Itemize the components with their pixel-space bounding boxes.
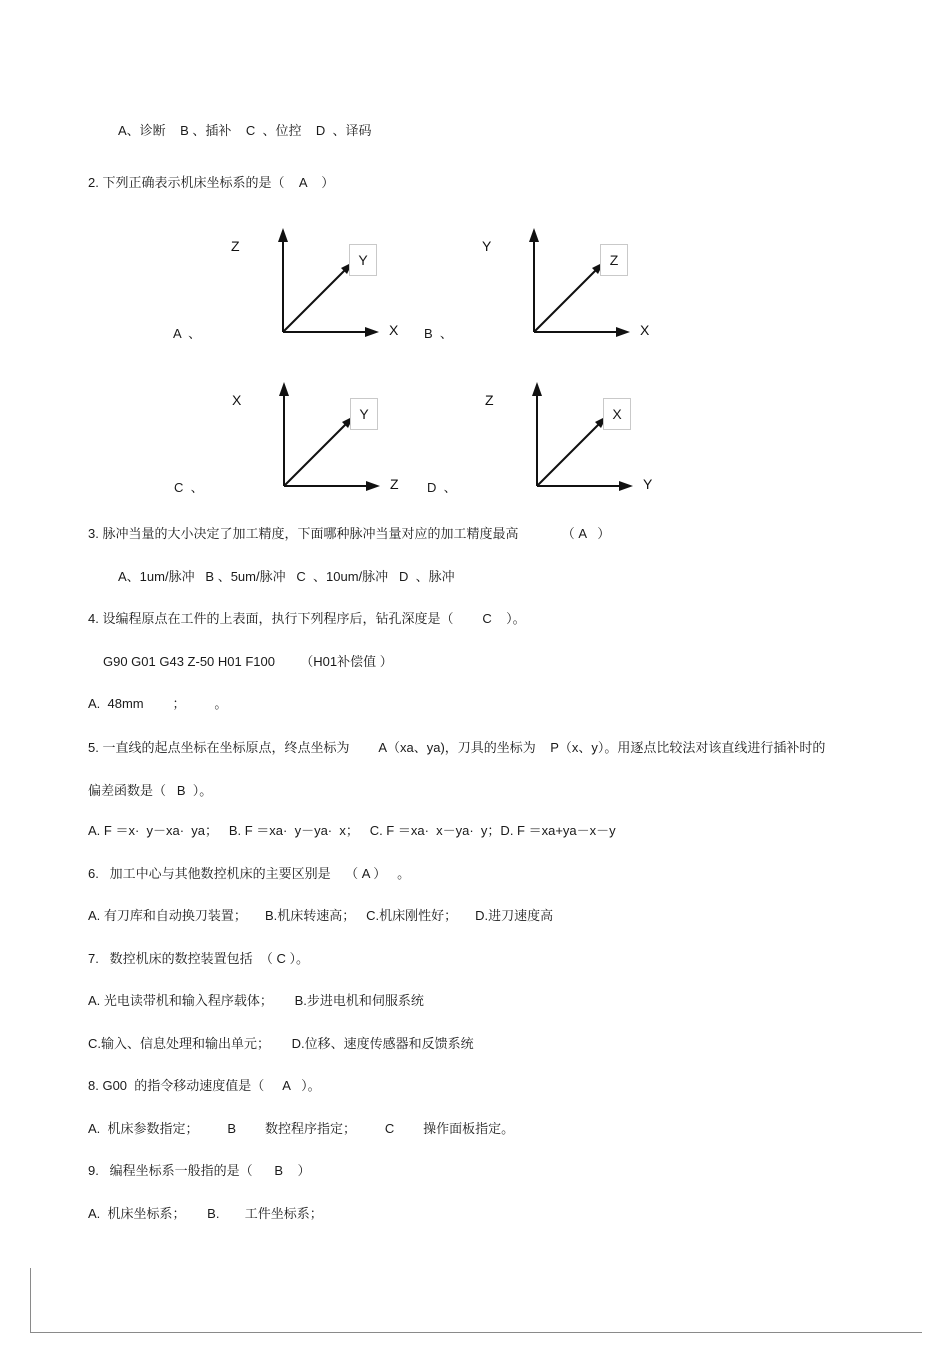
question-8-options: A. 机床参数指定； B 数控程序指定； C 操作面板指定。 bbox=[88, 1121, 515, 1136]
horizontal-axis-label: Z bbox=[390, 476, 399, 492]
question-7: 7. 数控机床的数控装置包括 （ C ）。 bbox=[88, 951, 310, 966]
coordinate-diagram-b bbox=[424, 226, 686, 351]
option-label: C 、 bbox=[174, 480, 204, 495]
question-5-options: A. F ＝x· y－xa· ya； B. F ＝xa· y－ya· x； C. F ＝xa· x－ya· y；D. F ＝xa+ya－x－y bbox=[88, 823, 616, 838]
question-3-options: A、1um/脉冲 B 、5um/脉冲 C 、10um/脉冲 D 、脉冲 bbox=[118, 569, 455, 584]
coordinate-diagram-a bbox=[173, 226, 435, 351]
question-3: 3. 脉冲当量的大小决定了加工精度，下面哪种脉冲当量对应的加工精度最高 （ A ） bbox=[88, 526, 611, 541]
question-5-line1: 5. 一直线的起点坐标在坐标原点，终点坐标为 A（xa、ya)，刀具的坐标为 P（x、y）。用逐点比较法对该直线进行插补时的 bbox=[88, 740, 826, 755]
question-2: 2. 下列正确表示机床坐标系的是（ A ） bbox=[88, 175, 335, 190]
horizontal-axis-label: X bbox=[640, 322, 650, 338]
horizontal-axis-label: X bbox=[389, 322, 399, 338]
option-label: A 、 bbox=[173, 326, 202, 341]
page-border-bottom bbox=[30, 1332, 922, 1333]
question-6-options: A. 有刀库和自动换刀装置； B.机床转速高； C.机床刚性好； D.进刀速度高 bbox=[88, 908, 554, 923]
option-label: B 、 bbox=[424, 326, 453, 341]
diagonal-axis-label-box: X bbox=[603, 398, 631, 430]
vertical-axis-label: Y bbox=[482, 238, 492, 254]
page-border-left bbox=[30, 1268, 31, 1333]
question-1-options: A、诊断 B 、插补 C 、位控 D 、译码 bbox=[118, 123, 372, 138]
question-9: 9. 编程坐标系一般指的是（ B ） bbox=[88, 1163, 311, 1178]
question-8: 8. G00 的指令移动速度值是（ A ）。 bbox=[88, 1078, 321, 1093]
diagonal-axis-label-box: Y bbox=[350, 398, 378, 430]
diagonal-axis-label-box: Z bbox=[600, 244, 628, 276]
question-5-line2: 偏差函数是（ B ）。 bbox=[88, 783, 213, 798]
coordinate-diagram-d bbox=[427, 380, 689, 505]
question-4-program: G90 G01 G43 Z-50 H01 F100 （H01补偿值 ） bbox=[103, 654, 393, 669]
coordinate-diagram-c bbox=[174, 380, 436, 505]
question-9-options: A. 机床坐标系； B. 工件坐标系； bbox=[88, 1206, 323, 1221]
diagonal-axis-label-box: Y bbox=[349, 244, 377, 276]
option-label: D 、 bbox=[427, 480, 457, 495]
horizontal-axis-label: Y bbox=[643, 476, 653, 492]
vertical-axis-label: Z bbox=[485, 392, 494, 408]
question-4: 4. 设编程原点在工件的上表面，执行下列程序后，钻孔深度是（ C ）。 bbox=[88, 611, 526, 626]
question-7-options-cd: C.输入、信息处理和输出单元； D.位移、速度传感器和反馈系统 bbox=[88, 1036, 474, 1051]
question-4-answer: A. 48mm ； 。 bbox=[88, 696, 228, 711]
vertical-axis-label: Z bbox=[231, 238, 240, 254]
question-7-options-ab: A. 光电读带机和输入程序载体； B.步进电机和伺服系统 bbox=[88, 993, 424, 1008]
question-6: 6. 加工中心与其他数控机床的主要区别是 （ A ） 。 bbox=[88, 866, 411, 881]
vertical-axis-label: X bbox=[232, 392, 242, 408]
